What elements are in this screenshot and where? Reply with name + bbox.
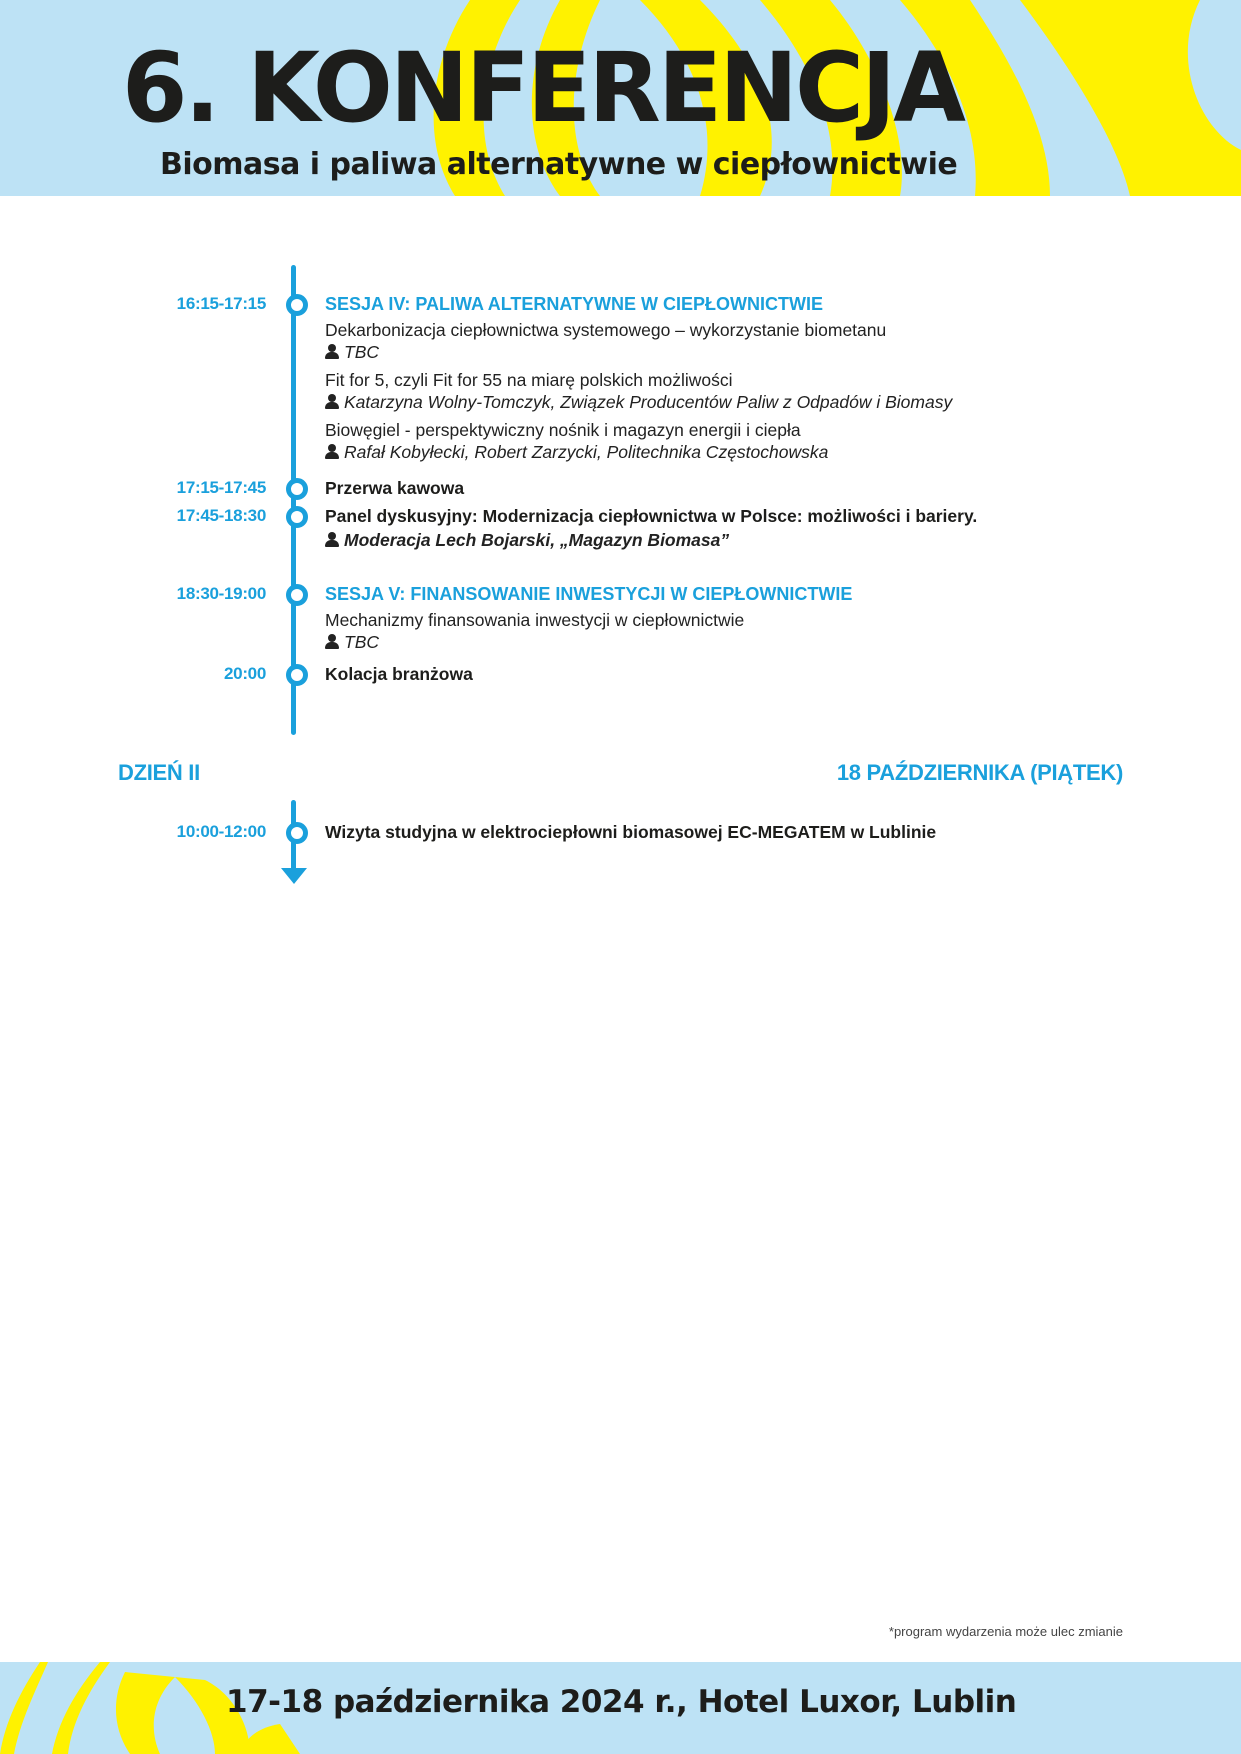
time-label: 17:15-17:45 xyxy=(176,478,266,497)
talk-speaker xyxy=(325,529,977,551)
speaker-name: Moderacja Lech Bojarski, „Magazyn Biomasa” xyxy=(344,530,730,550)
session-title: SESJA V: FINANSOWANIE INWESTYCJI W CIEPŁOWNICTWIE xyxy=(325,584,853,604)
item-title: Panel dyskusyjny: Modernizacja ciepłownictwa w Polsce: możliwości i bariery. xyxy=(325,506,978,526)
day-label: DZIEŃ II xyxy=(118,760,200,785)
item-title: Przerwa kawowa xyxy=(325,478,465,498)
speaker-name: Katarzyna Wolny-Tomczyk, Związek Producentów Paliw z Odpadów i Biomasy xyxy=(344,392,953,412)
footer-banner xyxy=(0,1662,1241,1754)
speaker-name: TBC xyxy=(344,632,379,652)
timeline-dot-icon xyxy=(286,506,308,528)
header-banner xyxy=(0,0,1241,196)
item-title: Kolacja branżowa xyxy=(325,664,473,684)
talk-title: Fit for 5, czyli Fit for 55 na miarę polskich możliwości xyxy=(325,370,733,390)
person-icon xyxy=(325,344,339,360)
timeline-dot-icon xyxy=(286,478,308,500)
talk-item xyxy=(325,319,952,363)
time-label: 10:00-12:00 xyxy=(176,822,266,841)
timeline-dot-icon xyxy=(286,664,308,686)
talk-title: Mechanizmy finansowania inwestycji w ciepłownictwie xyxy=(325,610,745,630)
talk-speaker xyxy=(325,391,952,413)
time-label: 16:15-17:15 xyxy=(176,294,266,313)
event-date-location: 17-18 października 2024 r., Hotel Luxor, Lublin xyxy=(226,1684,1017,1720)
talk-speaker xyxy=(325,441,952,463)
talk-item xyxy=(325,369,952,413)
timeline-dot-icon xyxy=(286,584,308,606)
talk-title: Dekarbonizacja ciepłownictwa systemowego – wykorzystanie biometanu xyxy=(325,320,887,340)
arrow-down-icon xyxy=(281,868,307,884)
person-icon xyxy=(325,532,339,548)
conference-subtitle: Biomasa i paliwa alternatywne w ciepłownictwie xyxy=(160,147,958,182)
time-label: 18:30-19:00 xyxy=(176,584,266,603)
day-date: 18 PAŹDZIERNIKA (PIĄTEK) xyxy=(836,760,1123,785)
timeline-dot-icon xyxy=(286,822,308,844)
talk-item xyxy=(325,609,852,653)
person-icon xyxy=(325,394,339,410)
talk-title: Biowęgiel - perspektywiczny nośnik i magazyn energii i ciepła xyxy=(325,420,801,440)
item-title: Wizyta studyjna w elektrociepłowni biomasowej EC-MEGATEM w Lublinie xyxy=(325,822,937,842)
time-label: 20:00 xyxy=(224,664,266,683)
talk-speaker xyxy=(325,631,852,653)
speaker-name: TBC xyxy=(344,342,379,362)
timeline-dot-icon xyxy=(286,294,308,316)
talk-speaker xyxy=(325,341,952,363)
person-icon xyxy=(325,444,339,460)
session-title: SESJA IV: PALIWA ALTERNATYWNE W CIEPŁOWNICTWIE xyxy=(325,294,823,314)
conference-title: 6. KONFERENCJA xyxy=(122,32,964,144)
person-icon xyxy=(325,634,339,650)
talk-item xyxy=(325,419,952,463)
speaker-name: Rafał Kobyłecki, Robert Zarzycki, Politechnika Częstochowska xyxy=(344,442,829,462)
program-change-note: *program wydarzenia może ulec zmianie xyxy=(888,1624,1123,1639)
time-label: 17:45-18:30 xyxy=(176,506,266,525)
